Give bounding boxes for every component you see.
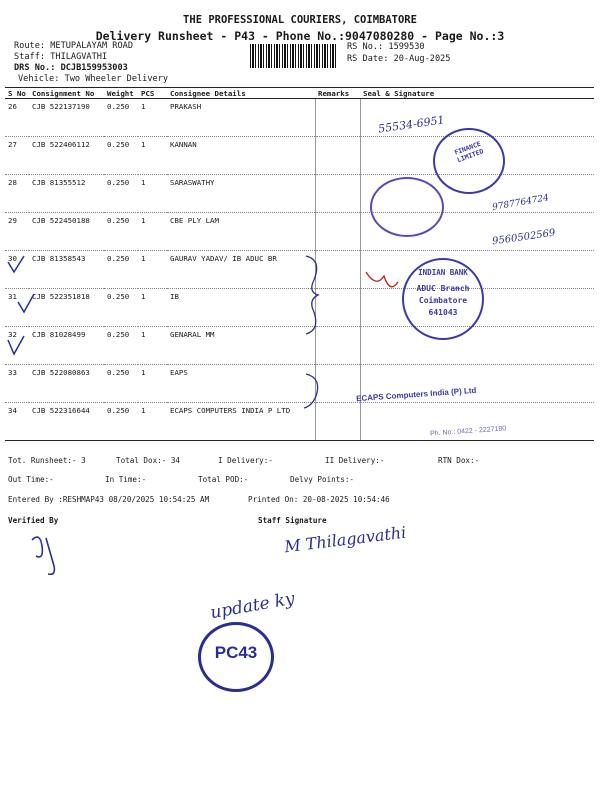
cell-weight: 0.250 [104, 251, 138, 289]
total-pod: Total POD:- [198, 475, 249, 484]
signature-kannan-phone: 9787764724 [491, 193, 550, 213]
verified-by: Verified By [8, 516, 59, 525]
col-consignee: Consignee Details [167, 88, 315, 99]
cell-weight: 0.250 [104, 137, 138, 175]
verifier-signature [28, 530, 68, 580]
cell-pcs: 1 [138, 403, 167, 441]
rtn-dox: RTN Dox:- [438, 456, 480, 465]
col-seal-signature: Seal & Signature [360, 88, 594, 99]
coimbatore-text: Coimbatore [418, 296, 468, 305]
cell-consignee: SARASWATHY [167, 175, 315, 213]
cell-remarks [315, 213, 360, 251]
tot-runsheet: Tot. Runsheet:- 3 [8, 456, 86, 465]
pc43-text: PC43 [214, 643, 258, 662]
check-mark-icon [8, 336, 24, 354]
check-mark-icon [8, 256, 24, 272]
company-seal [370, 177, 444, 237]
cell-weight: 0.250 [104, 327, 138, 365]
indian-bank-text: INDIAN BANK [418, 268, 468, 277]
total-dox: Total Dox:- 34 [116, 456, 181, 465]
cell-consignment: CJB 522137190 [29, 99, 104, 137]
route-label: Route: METUPALAYAM ROAD [14, 41, 133, 51]
col-sno: S No [5, 88, 29, 99]
cell-consignment: CJB 81358543 [29, 251, 104, 289]
cell-remarks [315, 137, 360, 175]
ecaps-phone-text: Ph. No.: 0422 - 2227180 [429, 425, 507, 438]
cell-weight: 0.250 [104, 289, 138, 327]
i-delivery: I Delivery:- [218, 456, 273, 465]
cell-sno: 29 [5, 213, 29, 251]
cell-consignee: ECAPS COMPUTERS INDIA P LTD [167, 403, 315, 441]
cell-consignment: CJB 522450188 [29, 213, 104, 251]
cell-weight: 0.250 [104, 403, 138, 441]
cell-consignee: KANNAN [167, 137, 315, 175]
cell-sno: 30 [5, 251, 29, 289]
cell-pcs: 1 [138, 251, 167, 289]
table-header-row [5, 88, 594, 99]
entered-by: Entered By :RESHMAP43 08/20/2025 10:54:25 AM [8, 495, 210, 504]
aduc-branch-text: ADUC Branch [416, 284, 470, 293]
pc43-stamp [198, 622, 274, 692]
finance-stamp [433, 128, 505, 194]
table-row [5, 137, 594, 175]
cell-sno: 32 [5, 327, 29, 365]
delvy-points: Delvy Points:- [290, 475, 355, 484]
ii-delivery: II Delivery:- [325, 456, 385, 465]
brace-mark [306, 256, 318, 334]
indian-bank-stamp [402, 258, 484, 340]
cell-weight: 0.250 [104, 99, 138, 137]
cell-sno: 34 [5, 403, 29, 441]
cell-weight: 0.250 [104, 365, 138, 403]
company-name: THE PROFESSIONAL COURIERS, COIMBATORE [183, 14, 417, 26]
col-consignment: Consignment No [29, 88, 104, 99]
cell-consignment: CJB 522351818 [29, 289, 104, 327]
col-pcs: PCS [138, 88, 167, 99]
in-time: In Time:- [105, 475, 147, 484]
cell-sno: 28 [5, 175, 29, 213]
cell-consignment: CJB 522080863 [29, 365, 104, 403]
finance-stamp-text: FINANCE LIMITED [453, 139, 485, 165]
col-weight: Weight [104, 88, 138, 99]
cell-pcs: 1 [138, 365, 167, 403]
cell-consignee: GENARAL MM [167, 327, 315, 365]
barcode-image [250, 44, 336, 68]
red-signature [366, 272, 398, 287]
cell-sno: 33 [5, 365, 29, 403]
cell-pcs: 1 [138, 99, 167, 137]
cell-consignment: CJB 81028499 [29, 327, 104, 365]
staff-label: Staff: THILAGVATHI [14, 52, 108, 62]
out-time: Out Time:- [8, 475, 54, 484]
vehicle-label: Vehicle: Two Wheeler Delivery [18, 74, 169, 84]
cell-remarks [315, 99, 360, 137]
cell-consignee: PRAKASH [167, 99, 315, 137]
update-note: update ky [208, 588, 297, 624]
cell-consignment: CJB 522406112 [29, 137, 104, 175]
table-row [5, 99, 594, 137]
check-mark-icon [18, 294, 34, 312]
cell-consignment: CJB 522316644 [29, 403, 104, 441]
pin-text: 641043 [428, 308, 458, 317]
cell-consignee: CBE PLY LAM [167, 213, 315, 251]
ecaps-stamp-text: ECAPS Computers India (P) Ltd [355, 385, 477, 404]
cell-sno: 31 [5, 289, 29, 327]
cell-pcs: 1 [138, 289, 167, 327]
drs-label: DRS No.: DCJB159953003 [14, 63, 128, 73]
printed-on: Printed On: 20-08-2025 10:54:46 [248, 495, 390, 504]
signature-ply-phone: 9560502569 [491, 227, 557, 248]
rs-number: RS No.: 1599530 [347, 42, 425, 52]
cell-pcs: 1 [138, 175, 167, 213]
cell-sno: 26 [5, 99, 29, 137]
cell-consignment: CJB 81355512 [29, 175, 104, 213]
cell-pcs: 1 [138, 137, 167, 175]
cell-pcs: 1 [138, 213, 167, 251]
cell-weight: 0.250 [104, 175, 138, 213]
cell-consignee: GAURAV YADAV/ IB ADUC BR [167, 251, 315, 289]
runsheet-title: Delivery Runsheet - P43 - Phone No.:9047080280 - Page No.:3 [95, 29, 505, 43]
cell-consignee: IB [167, 289, 315, 327]
cell-pcs: 1 [138, 327, 167, 365]
signature-row26: 55534-6951 [377, 113, 446, 136]
cell-remarks [315, 175, 360, 213]
rs-date: RS Date: 20-Aug-2025 [347, 54, 451, 64]
cell-weight: 0.250 [104, 213, 138, 251]
cell-consignee: EAPS [167, 365, 315, 403]
handwritten-marks [0, 250, 600, 410]
cell-sno: 27 [5, 137, 29, 175]
brace-mark [304, 374, 318, 408]
staff-signature: M Thilagavathi [283, 522, 408, 557]
staff-signature-label: Staff Signature [258, 516, 327, 525]
col-remarks: Remarks [315, 88, 360, 99]
